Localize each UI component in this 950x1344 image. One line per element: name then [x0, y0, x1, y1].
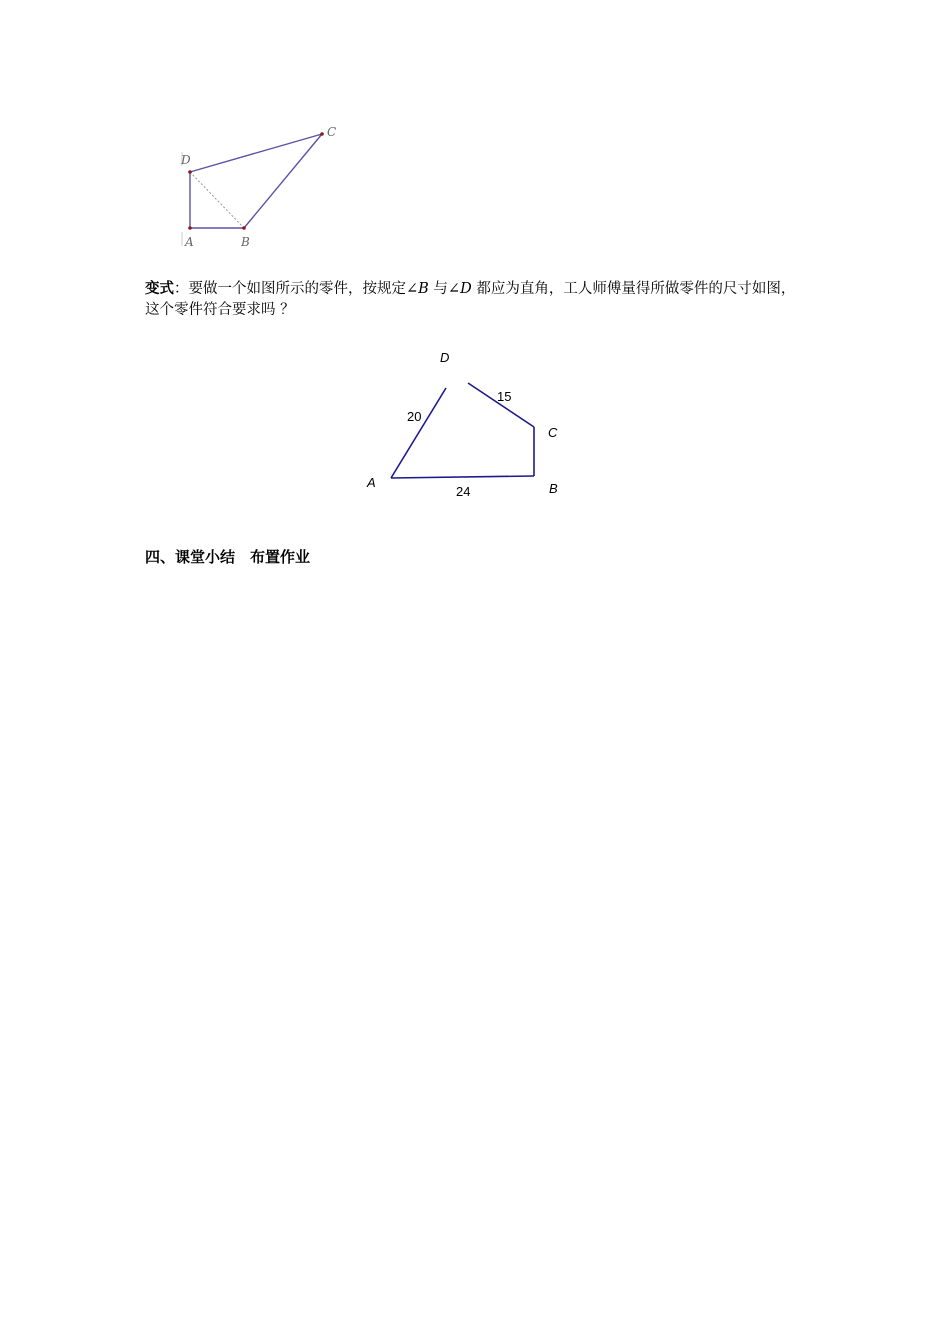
label-b: B [241, 235, 250, 249]
label-c: C [327, 125, 337, 139]
part-figure-2 [355, 340, 585, 510]
variant-text-part1: 要做一个如图所示的零件，按规定 [188, 281, 406, 297]
point-a [188, 226, 192, 230]
variant-colon: ： [174, 281, 189, 297]
point-b [242, 226, 246, 230]
diagonal-db [190, 172, 244, 228]
label-d: D [440, 350, 450, 365]
point-d [188, 170, 192, 174]
angle-symbol-d: ∠ [447, 281, 461, 297]
variant-label: 变式 [145, 280, 174, 297]
label-a: A [367, 475, 376, 490]
label-c: C [548, 425, 558, 440]
length-ad: 20 [407, 409, 422, 424]
quadrilateral-figure-1 [170, 118, 350, 258]
angle-d: D [460, 281, 472, 297]
length-dc: 15 [497, 389, 512, 404]
quadrilateral-outline [190, 134, 322, 228]
edge-ad [391, 388, 446, 478]
edge-ba [391, 476, 534, 478]
angle-b: B [418, 281, 429, 297]
label-d: D [181, 153, 191, 167]
variant-text-part2: 都应为直角，工人师傅量得所做零件的尺寸如图，这个零件符合要求吗 ？ [145, 281, 796, 318]
angle-symbol-b: ∠ [406, 281, 419, 297]
length-ab: 24 [456, 484, 471, 499]
section-heading: 四、课堂小结 布置作业 [145, 548, 311, 566]
label-b: B [549, 481, 558, 496]
label-a: A [185, 235, 194, 249]
point-c [320, 132, 324, 136]
conjunction: 与 [433, 281, 448, 297]
variant-problem-text [145, 278, 805, 321]
